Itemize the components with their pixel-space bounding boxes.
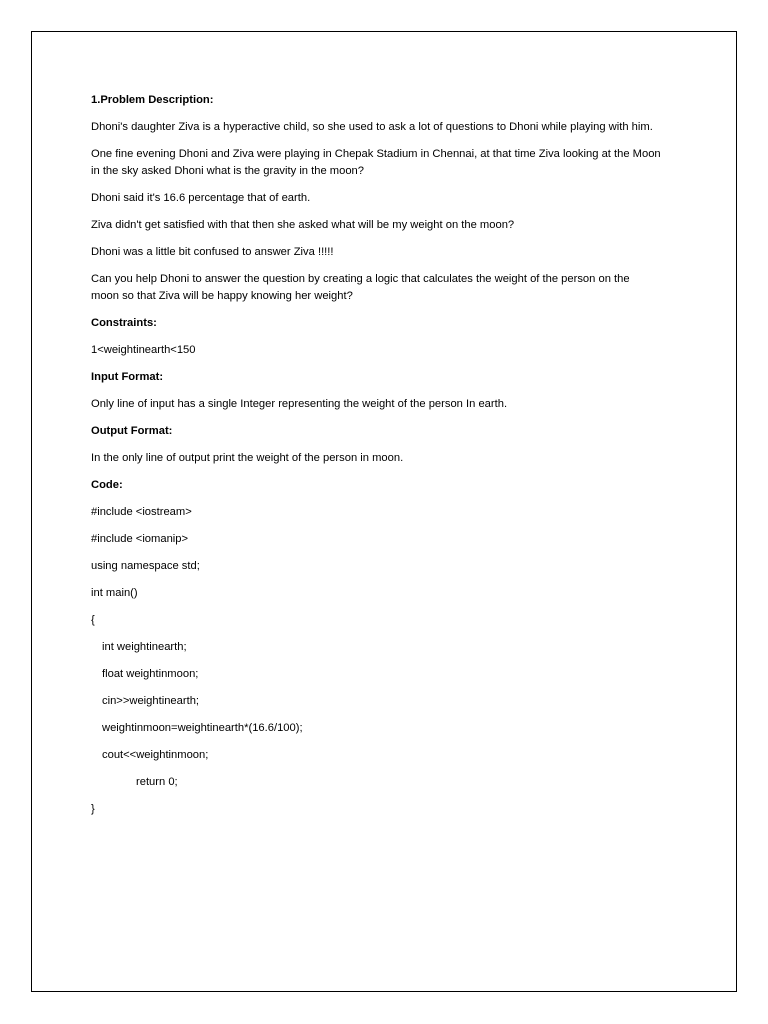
paragraph-6-line-2: moon so that Ziva will be happy knowing her weight? — [91, 290, 353, 302]
constraints-heading: Constraints: — [91, 317, 157, 329]
code-heading: Code: — [91, 479, 123, 491]
paragraph-2-line-1: One fine evening Dhoni and Ziva were playing in Chepak Stadium in Chennai, at that time Ziva looking at the Moon — [91, 148, 661, 160]
output-format-text: In the only line of output print the weight of the person in moon. — [91, 452, 404, 464]
code-block — [91, 504, 691, 818]
code-line: #include <iostream> — [91, 506, 192, 518]
paragraph-2 — [91, 146, 691, 180]
code-line: return 0; — [136, 776, 178, 788]
input-format-text: Only line of input has a single Integer representing the weight of the person In earth. — [91, 398, 508, 410]
paragraph-5: Dhoni was a little bit confused to answer Ziva !!!!! — [91, 246, 334, 258]
code-line: float weightinmoon; — [102, 668, 199, 680]
paragraph-1: Dhoni's daughter Ziva is a hyperactive child, so she used to ask a lot of questions to Dhoni while playing with him. — [91, 121, 653, 133]
paragraph-6 — [91, 271, 691, 305]
code-line: int weightinearth; — [102, 641, 187, 653]
code-line: weightinmoon=weightinearth*(16.6/100); — [102, 722, 303, 734]
paragraph-2-line-2: in the sky asked Dhoni what is the gravity in the moon? — [91, 165, 364, 177]
input-format-heading: Input Format: — [91, 371, 164, 383]
code-line: #include <iomanip> — [91, 533, 189, 545]
code-line: { — [91, 614, 95, 626]
code-line: } — [91, 803, 95, 815]
constraints-text: 1<weightinearth<150 — [91, 344, 196, 356]
paragraph-3: Dhoni said it's 16.6 percentage that of earth. — [91, 192, 311, 204]
paragraph-4: Ziva didn't get satisfied with that then she asked what will be my weight on the moon? — [91, 219, 515, 231]
code-line: cout<<weightinmoon; — [102, 749, 209, 761]
paragraph-6-line-1: Can you help Dhoni to answer the question by creating a logic that calculates the weight of the person on the — [91, 273, 630, 285]
code-line: cin>>weightinearth; — [102, 695, 200, 707]
problem-heading: 1.Problem Description: — [91, 94, 214, 106]
code-line: int main() — [91, 587, 138, 599]
code-line: using namespace std; — [91, 560, 200, 572]
output-format-heading: Output Format: — [91, 425, 173, 437]
document-body — [91, 92, 691, 828]
